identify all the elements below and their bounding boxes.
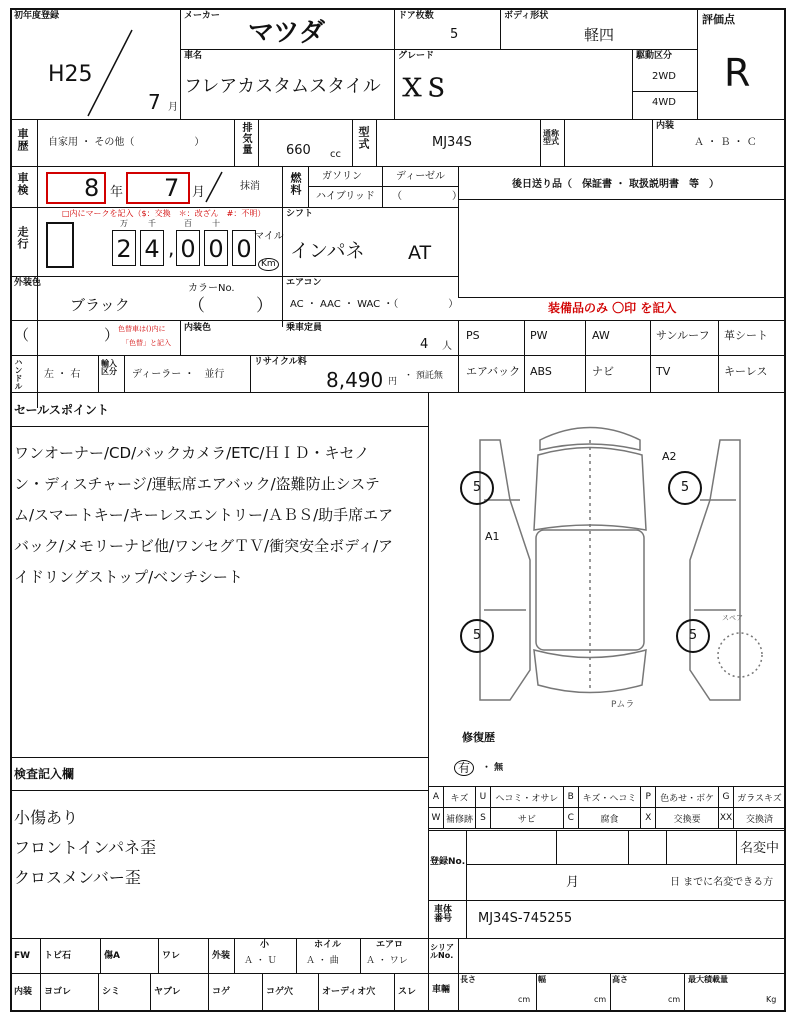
doors-label: ドア枚数 — [398, 11, 434, 21]
interior-cell: コゲ穴 — [266, 987, 294, 997]
grade-eval: R — [724, 51, 751, 95]
repair-yes: 有 — [454, 760, 474, 776]
capacity: 4 — [420, 337, 429, 352]
legend-cell: U — [475, 787, 490, 808]
inspection-month-suffix: 月 — [192, 185, 206, 200]
interior-label: 内装 — [656, 121, 675, 131]
tire-rear-right: 5 — [676, 619, 710, 653]
equipment-item: AW — [592, 329, 610, 342]
sales-line: ン・ディスチャージ/運転席エアバック/盗難防止システ — [14, 475, 380, 493]
legend-cell: 腐食 — [578, 808, 641, 829]
equipment-item: サンルーフ — [656, 329, 710, 342]
p-note: Pムラ — [611, 700, 635, 710]
common-model-label: 通称型式 — [543, 129, 559, 146]
maker: マツダ — [248, 18, 325, 48]
legend-cell: 交換済 — [734, 808, 786, 829]
history-label: 車歴 — [16, 128, 29, 152]
fuel-gasoline: ガソリン — [322, 171, 362, 182]
legend-cell: W — [429, 808, 444, 829]
drive-label: 駆動区分 — [636, 51, 673, 61]
slash-mark — [80, 28, 140, 118]
inspector-label: 検査記入欄 — [14, 767, 75, 781]
handle-label: ハンドル — [14, 358, 23, 390]
inspection-erased: 抹消 — [240, 181, 260, 192]
shift-position: インパネ — [290, 240, 365, 262]
exterior-label: 外装色 — [14, 278, 42, 288]
sales-line: バック/メモリーナビ他/ワンセグＴＶ/衝突安全ボディ/ア — [14, 537, 394, 555]
interior-cell: シミ — [102, 987, 121, 997]
color-no: （ ） — [188, 296, 273, 316]
inspector-line: 小傷あり — [14, 808, 79, 827]
fw-cell: 外装 — [212, 951, 231, 961]
first-reg-month: 7 — [148, 90, 161, 114]
drive-2wd: 2WD — [652, 71, 676, 82]
exterior-aero-label: エアロ — [376, 940, 404, 950]
equipment-item: ABS — [530, 365, 552, 378]
handle-value: 左 ・ 右 — [44, 369, 81, 380]
repair-no: ・ 無 — [482, 763, 504, 773]
fuel-hybrid: ハイブリッド — [316, 191, 375, 202]
mileage-note: □内にマークを記入（$：交換 ＊：改ざん #：不明） — [62, 209, 266, 218]
legend-cell: 色あせ・ボケ — [656, 787, 719, 808]
name-change: 名変中 — [740, 841, 780, 856]
inspection-month-box — [126, 172, 190, 204]
legend-cell: ガラスキズ — [734, 787, 786, 808]
legend-cell: C — [563, 808, 578, 829]
sales-line: ム/スマートキー/キーレスエントリー/ＡＢＳ/助手席エア — [14, 506, 394, 524]
car-diagram — [440, 410, 780, 710]
mileage-digit: 0 — [204, 230, 228, 266]
mileage-unit-label: 万 — [120, 219, 128, 228]
shift-type: AT — [408, 242, 432, 264]
inspector-line: クロスメンバー歪 — [14, 868, 141, 887]
fuel-label: 燃料 — [289, 172, 302, 196]
tire-front-left: 5 — [460, 471, 494, 505]
doors: 5 — [450, 27, 459, 42]
first-reg-year: H25 — [48, 62, 93, 87]
fw-cell: 傷A — [104, 951, 120, 961]
fw-cell: FW — [14, 951, 31, 961]
import-label: 輸入区分 — [101, 359, 117, 376]
damage-mark-a1: A1 — [485, 530, 500, 543]
legend-cell: キズ — [444, 787, 476, 808]
interior-options: Ａ ・ Ｂ ・ Ｃ — [694, 137, 757, 148]
inspector-line: フロントインパネ歪 — [14, 838, 157, 857]
exterior-wheel: Ａ ・ 曲 — [306, 956, 339, 966]
interior-color-label: 内装色 — [184, 323, 212, 333]
mileage-unit-label: 百 — [184, 219, 192, 228]
equipment-item: PW — [530, 329, 548, 342]
sales-label: セールスポイント — [14, 403, 109, 417]
unit-mile: マイル — [254, 231, 284, 242]
ac-label: エアコン — [286, 278, 322, 288]
registration-month: 月 — [566, 875, 580, 890]
recycle-label: リサイクル料 — [254, 357, 307, 367]
equipment-item: PS — [466, 329, 480, 342]
grade: ＸＳ — [400, 74, 448, 102]
mileage-digit: 2 — [112, 230, 136, 266]
exterior-small-label: 小 — [260, 940, 270, 950]
model-label: 型式 — [357, 126, 370, 150]
fuel-diesel: ディーゼル — [396, 171, 445, 182]
fw-cell: ワレ — [162, 951, 181, 961]
legend-cell: XX — [719, 808, 734, 829]
chassis-label: 車体番号 — [434, 905, 453, 924]
month-suffix: 月 — [168, 102, 178, 113]
drive-4wd: 4WD — [652, 97, 676, 108]
legend-cell: キズ・ヘコミ — [578, 787, 641, 808]
model: MJ34S — [432, 135, 472, 150]
equipment-item: 革シート — [724, 329, 768, 342]
legend-cell: X — [641, 808, 656, 829]
color-no-label: カラーNo. — [188, 283, 235, 294]
recycle-deposit: ・ 預託無 — [404, 371, 443, 381]
exterior-small: Ａ ・ Ｕ — [244, 956, 277, 966]
slash-mark — [204, 170, 224, 204]
registration-day-note: 日 までに名変できる方 — [670, 877, 774, 888]
docs-title: 後日送り品（ 保証書 ・ 取扱説明書 等 ） — [512, 179, 719, 190]
equip-title: 装備品のみ 〇印 を記入 — [548, 301, 677, 315]
fuel-other: （ ） — [392, 191, 462, 202]
length-label: 長さ — [460, 975, 476, 984]
color-note-2: 「色替」と記入 — [122, 339, 171, 347]
interior-cell: オーディオ穴 — [322, 987, 376, 997]
exterior-wheel-label: ホイル — [314, 940, 342, 950]
legend-cell: サビ — [490, 808, 563, 829]
mileage-digit: 0 — [232, 230, 256, 266]
mileage-unit-label: 十 — [212, 219, 220, 228]
mileage-comma: , — [168, 236, 175, 260]
width-label: 幅 — [538, 975, 546, 984]
width-unit: cm — [594, 995, 607, 1004]
tire-front-right: 5 — [668, 471, 702, 505]
equipment-item: キーレス — [724, 365, 768, 378]
weight-unit: Kg — [766, 995, 777, 1004]
damage-mark-a2: A2 — [662, 450, 677, 463]
unit-km: Km — [258, 258, 279, 271]
history-value: 自家用 ・ その他（ ） — [48, 137, 205, 148]
first-reg-label: 初年度登録 — [14, 11, 60, 21]
damage-legend — [428, 786, 786, 829]
legend-cell: A — [429, 787, 444, 808]
legend-cell: B — [563, 787, 578, 808]
fw-cell: トビ石 — [44, 951, 72, 961]
legend-cell: 交換要 — [656, 808, 719, 829]
displacement-label: 排気量 — [240, 122, 251, 155]
grade-label: グレード — [398, 51, 435, 61]
ac-options: AC ・ AAC ・ WAC ・（ ） — [290, 299, 459, 310]
sales-line: ワンオーナー/CD/バックカメラ/ETC/ＨＩＤ・キセノ — [14, 444, 370, 462]
mileage-label: 走行 — [16, 226, 29, 250]
maker-label: メーカー — [184, 11, 220, 21]
legend-cell: 補修跡 — [444, 808, 476, 829]
inspection-month: 7 — [164, 174, 180, 202]
color-paren: （ ） — [14, 326, 120, 344]
length-unit: cm — [518, 995, 531, 1004]
legend-cell: P — [641, 787, 656, 808]
serial-label: シリアルNo. — [430, 943, 454, 960]
registration-label: 登録No. — [430, 857, 466, 867]
height-unit: cm — [668, 995, 681, 1004]
equipment-item: ナビ — [592, 365, 614, 378]
recycle-fee: 8,490 — [326, 368, 384, 392]
body-label: ボディ形状 — [504, 11, 549, 21]
inspection-year: 8 — [84, 174, 100, 202]
capacity-label: 乗車定員 — [286, 323, 323, 333]
body-type: 軽四 — [584, 26, 615, 44]
tire-rear-left: 5 — [460, 619, 494, 653]
grade-eval-label: 評価点 — [702, 13, 735, 26]
equipment-item: TV — [656, 365, 671, 378]
repair-label: 修復歴 — [462, 731, 495, 744]
mileage-marker-box — [46, 222, 74, 268]
interior-cell: ヤブレ — [154, 987, 181, 997]
inspection-label: 車検 — [16, 172, 29, 196]
spare-label: スペア — [722, 614, 743, 622]
displacement: 660 — [286, 143, 311, 158]
interior-cell: コゲ — [212, 987, 231, 997]
capacity-unit: 人 — [442, 341, 452, 352]
recycle-unit: 円 — [388, 377, 398, 387]
car-name-label: 車名 — [184, 51, 203, 61]
import-value: ディーラー ・ 並行 — [132, 369, 225, 380]
inspection-year-suffix: 年 — [110, 185, 124, 200]
weight-label: 最大積載量 — [688, 975, 728, 984]
car-name: フレアカスタムスタイル — [184, 76, 381, 97]
height-label: 高さ — [612, 975, 628, 984]
legend-cell: ヘコミ・オサレ — [490, 787, 563, 808]
color-note-1: 色替車は()内に — [118, 325, 166, 333]
mileage-unit-label: 千 — [148, 219, 156, 228]
legend-cell: G — [719, 787, 734, 808]
equipment-item: エアバック — [466, 365, 521, 378]
interior-cell: 内装 — [14, 987, 33, 997]
exterior-color: ブラック — [70, 296, 130, 314]
chassis-number: MJ34S-745255 — [478, 911, 573, 926]
legend-cell: S — [475, 808, 490, 829]
dims-label: 車輛 — [432, 985, 451, 995]
interior-cell: スレ — [398, 987, 417, 997]
displacement-unit: cc — [330, 149, 341, 160]
interior-cell: ヨゴレ — [44, 987, 72, 997]
exterior-aero: Ａ ・ ワレ — [366, 956, 408, 966]
sales-line: イドリングストップ/ベンチシート — [14, 568, 243, 586]
mileage-digit: 4 — [140, 230, 164, 266]
shift-label: シフト — [286, 209, 314, 219]
mileage-digit: 0 — [176, 230, 200, 266]
